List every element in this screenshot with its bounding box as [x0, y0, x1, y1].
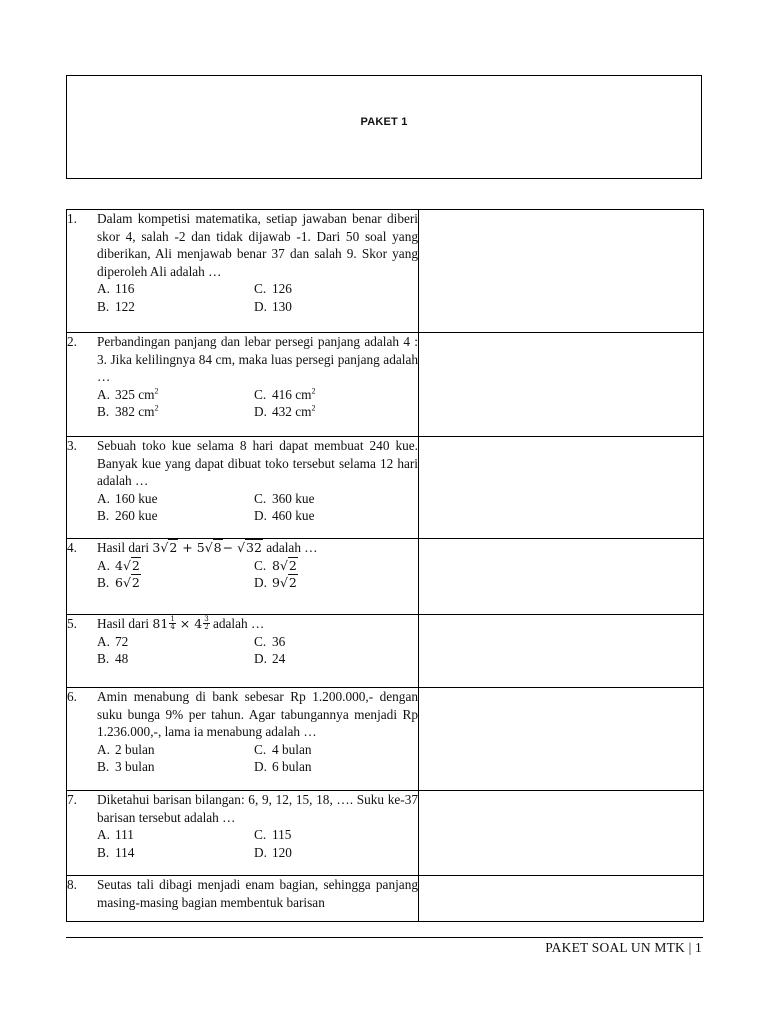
question-text: Dalam kompetisi matematika, setiap jawaban benar diberi skor 4, salah -2 dan tidak dijawab -1. Dari 50 soal yang diberikan, Ali menjawab benar 37 dan salah 9. Skor yang diperoleh Ali adalah …	[97, 211, 418, 279]
option-a: A. 72	[97, 633, 129, 649]
question-text: Hasil dari 3√2 + 5√8− √32 adalah …	[97, 540, 318, 555]
option-c: C. 115	[254, 827, 292, 843]
question-text: Perbandingan panjang dan lebar persegi panjang adalah 4 : 3. Jika kelilingnya 84 cm, maka luas persegi panjang adalah …	[97, 334, 418, 385]
option-c: C. 360 kue	[254, 490, 315, 506]
footer-divider	[66, 937, 703, 938]
option-b: B. 3 bulan	[97, 759, 155, 775]
answer-cell[interactable]	[419, 333, 704, 437]
question-text: Diketahui barisan bilangan: 6, 9, 12, 15, 18, …. Suku ke-37 barisan tersebut adalah …	[97, 792, 418, 825]
question-row-6	[67, 688, 704, 791]
option-c: C. 126	[254, 281, 292, 297]
option-a: A. 111	[97, 827, 134, 843]
option-d: D. 24	[254, 651, 286, 667]
option-a: A. 116	[97, 281, 135, 297]
page-title: PAKET 1	[360, 116, 408, 128]
options	[97, 490, 418, 525]
question-number: 7.	[67, 792, 77, 807]
question-cell	[67, 333, 419, 437]
question-number: 5.	[67, 616, 77, 631]
option-d: D. 130	[254, 298, 292, 314]
options	[97, 826, 418, 861]
question-row-5	[67, 615, 704, 688]
answer-cell[interactable]	[419, 688, 704, 791]
question-number: 6.	[67, 689, 77, 704]
answer-cell[interactable]	[419, 615, 704, 688]
question-row-1	[67, 210, 704, 333]
option-c: C. 8√2	[254, 557, 297, 573]
option-a: A. 4√2	[97, 557, 140, 573]
option-b: B. 382 $cm^2$	[97, 403, 159, 420]
question-cell	[67, 615, 419, 688]
option-d: D. 6 bulan	[254, 759, 312, 775]
option-c: C. 36	[254, 633, 286, 649]
question-row-3	[67, 437, 704, 539]
question-number: 1.	[67, 211, 77, 226]
options	[97, 557, 418, 592]
option-b: B. 122	[97, 298, 135, 314]
option-a: A. 2 bulan	[97, 741, 155, 757]
question-number: 3.	[67, 438, 77, 453]
question-row-4	[67, 539, 704, 615]
option-d: D. 120	[254, 844, 292, 860]
question-cell	[67, 437, 419, 539]
question-cell	[67, 539, 419, 615]
answer-cell[interactable]	[419, 210, 704, 333]
option-b: B. 48	[97, 651, 129, 667]
question-text: Sebuah toko kue selama 8 hari dapat membuat 240 kue. Banyak kue yang dapat dibuat toko tersebut selama 12 hari adalah …	[97, 438, 418, 489]
option-b: B. 6√2	[97, 575, 140, 591]
option-a: A. 160 kue	[97, 490, 158, 506]
options	[97, 386, 418, 421]
question-cell	[67, 688, 419, 791]
question-row-2	[67, 333, 704, 437]
question-number: 4.	[67, 540, 77, 555]
option-c: C. 4 bulan	[254, 741, 312, 757]
answer-cell[interactable]	[419, 791, 704, 876]
options	[97, 741, 418, 776]
question-row-7	[67, 791, 704, 876]
answer-cell[interactable]	[419, 539, 704, 615]
question-cell	[67, 210, 419, 333]
option-a: A. 325 $cm^2$	[97, 386, 159, 402]
exponent-expression: 81 $\frac{1}{4}$ × 4 $\frac{3}{2}$	[152, 615, 209, 631]
options	[97, 280, 418, 315]
question-text: Amin menabung di bank sebesar Rp 1.200.000,- dengan suku bunga 9% per tahun. Agar tabungannya menjadi Rp 1.236.000,-, lama ia menabung adalah …	[97, 689, 418, 740]
answer-cell[interactable]	[419, 437, 704, 539]
option-d: D. 9√2	[254, 575, 297, 591]
option-d: D. 432 $cm^2$	[254, 403, 316, 420]
option-b: B. 114	[97, 844, 135, 860]
header-box	[66, 75, 702, 179]
question-text: Seutas tali dibagi menjadi enam bagian, sehingga panjang masing-masing bagian membentuk barisan	[97, 877, 418, 910]
radical-expression: 3√2 + 5√8− √32	[152, 540, 262, 555]
option-c: C. 416 $cm^2$	[254, 386, 316, 402]
question-cell	[67, 791, 419, 876]
question-table	[66, 209, 704, 922]
option-d: D. 460 kue	[254, 508, 315, 524]
question-row-8	[67, 876, 704, 922]
question-cell	[67, 876, 419, 922]
options	[97, 633, 418, 668]
question-number: 2.	[67, 334, 77, 349]
question-text: Hasil dari 81 $\frac{1}{4}$ × 4 $\frac{3}{2}$ adalah …	[97, 615, 265, 631]
option-b: B. 260 kue	[97, 508, 158, 524]
answer-cell[interactable]	[419, 876, 704, 922]
page-footer: PAKET SOAL UN MTK | 1	[545, 940, 702, 955]
question-number: 8.	[67, 877, 77, 892]
